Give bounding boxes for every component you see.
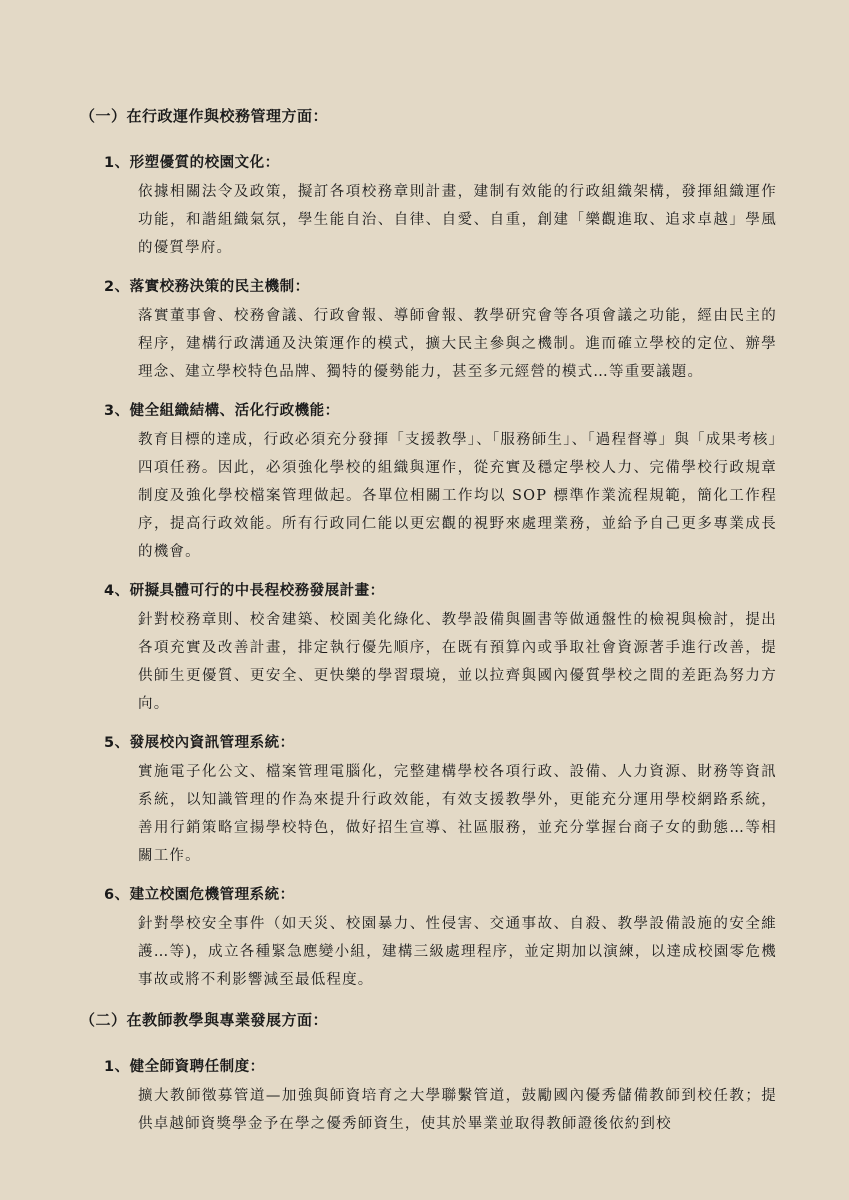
item-body: 落實董事會、校務會議、行政會報、導師會報、教學研究會等各項會議之功能，經由民主的程序，建構行政溝通及決策運作的模式，擴大民主參與之機制。進而確立學校的定位、辦學理念、建立學校特色品牌、獨特的優勢能力，甚至多元經營的模式…等重要議題。 — [138, 308, 777, 380]
section-administration — [80, 104, 777, 994]
item-title: 4、研擬具體可行的中長程校務發展計畫： — [104, 583, 385, 599]
item-title: 6、建立校園危機管理系統： — [104, 887, 295, 903]
item-crisis-management — [80, 884, 777, 994]
item-information-system — [80, 732, 777, 870]
section-heading: （二）在教師教學與專業發展方面： — [80, 1011, 329, 1029]
item-title: 3、健全組織結構、活化行政機能： — [104, 403, 340, 419]
item-title: 1、形塑優質的校園文化： — [104, 155, 280, 171]
item-title: 2、落實校務決策的民主機制： — [104, 279, 310, 295]
section-heading: （一）在行政運作與校務管理方面： — [80, 107, 329, 125]
item-development-plan — [80, 580, 777, 718]
item-body: 擴大教師徵募管道—加強與師資培育之大學聯繫管道，鼓勵國內優秀儲備教師到校任教；提供卓越師資獎學金予在學之優秀師資生，使其於畢業並取得教師證後依約到校 — [138, 1088, 777, 1132]
item-democratic-mechanism — [80, 276, 777, 386]
item-title: 1、健全師資聘任制度： — [104, 1059, 265, 1075]
item-body: 針對學校安全事件（如天災、校園暴力、性侵害、交通事故、自殺、教學設備設施的安全維護…等)，成立各種緊急應變小組，建構三級處理程序，並定期加以演練，以達成校園零危機事故或將不利影響減至最低程度。 — [138, 916, 777, 988]
item-body: 教育目標的達成，行政必須充分發揮「支援教學」、「服務師生」、「過程督導」與「成果考核」四項任務。因此，必須強化學校的組織與運作，從充實及穩定學校人力、完備學校行政規章制度及強化學校檔案管理做起。各單位相關工作均以 SOP 標準作業流程規範，簡化工作程序，提高行政效能。所有行政同仁能以更宏觀的視野來處理業務，並給予自己更多專業成長的機會。 — [138, 432, 777, 560]
item-teacher-recruitment — [80, 1056, 777, 1138]
item-campus-culture — [80, 152, 777, 262]
item-organization-structure — [80, 400, 777, 566]
item-body: 實施電子化公文、檔案管理電腦化，完整建構學校各項行政、設備、人力資源、財務等資訊系統，以知識管理的作為來提升行政效能，有效支援教學外，更能充分運用學校網路系統，善用行銷策略宣揚學校特色，做好招生宣導、社區服務，並充分掌握台商子女的動態…等相關工作。 — [138, 764, 777, 864]
item-body: 依據相關法令及政策，擬訂各項校務章則計畫，建制有效能的行政組織架構，發揮組織運作功能，和諧組織氣氛，學生能自治、自律、自愛、自重，創建「樂觀進取、追求卓越」學風的優質學府。 — [138, 184, 777, 256]
item-body: 針對校務章則、校舍建築、校園美化綠化、教學設備與圖書等做通盤性的檢視與檢討，提出各項充實及改善計畫，排定執行優先順序，在既有預算內或爭取社會資源著手進行改善，提供師生更優質、更安全、更快樂的學習環境，並以拉齊與國內優質學校之間的差距為努力方向。 — [138, 612, 777, 712]
item-title: 5、發展校內資訊管理系統： — [104, 735, 295, 751]
section-teaching — [80, 1008, 777, 1138]
